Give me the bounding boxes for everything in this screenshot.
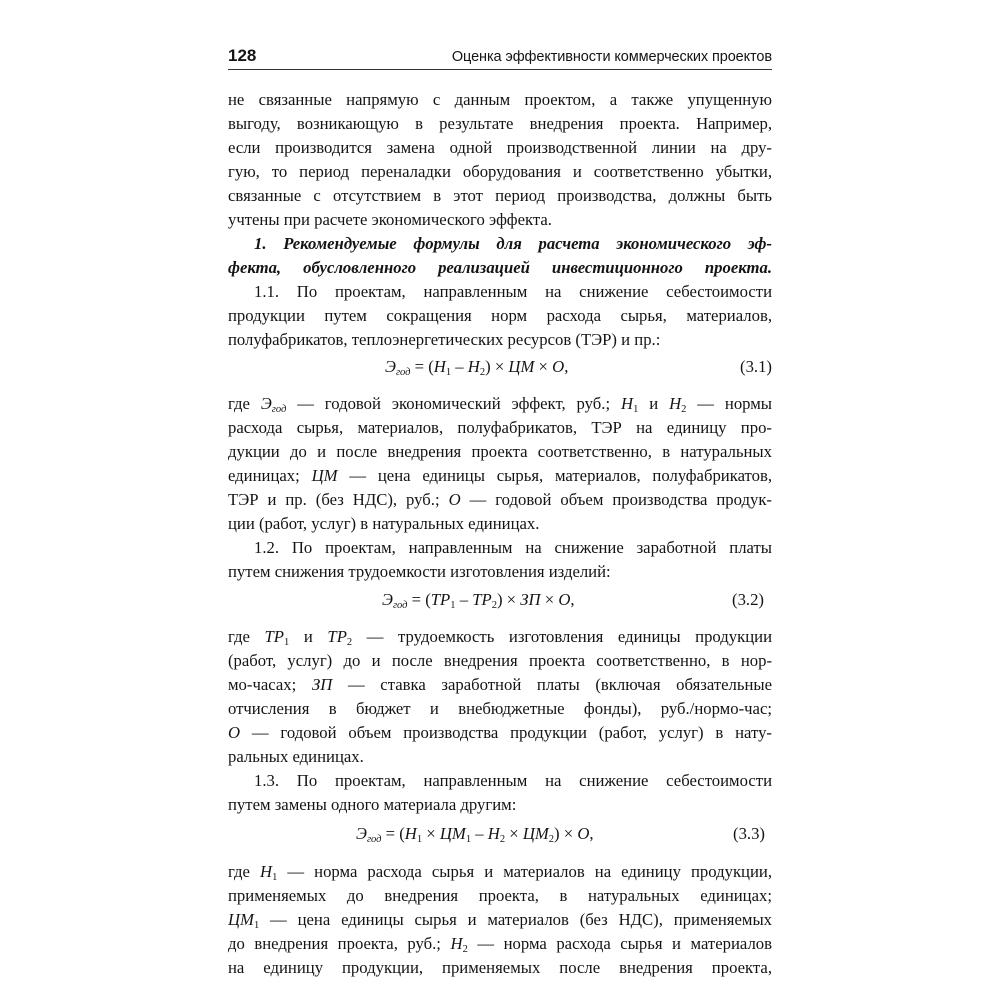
text-line: ТЭР и пр. (без НДС), руб.; О — годовой объем производства продук- bbox=[228, 490, 772, 509]
text-line: где $ТР_1$ и $ТР_2$ — трудоемкость изготовления единицы продукции bbox=[228, 627, 773, 648]
formula-3-3: $Э_{год} = (Н_1 \times ЦМ_1 - Н_2 \times ЦМ_2) \times О$, bbox=[356, 824, 594, 845]
section-heading: фекта, обусловленного реализацией инвестиционного проекта. bbox=[228, 258, 772, 277]
text-line: единицах; ЦМ — цена единицы сырья, материалов, полуфабрикатов, bbox=[228, 466, 773, 485]
equation-number: (3.3) bbox=[733, 824, 765, 843]
section-heading: 1. Рекомендуемые формулы для расчета экономического эф- bbox=[254, 234, 772, 253]
text-line: полуфабрикатов, теплоэнергетических ресурсов (ТЭР) и пр.: bbox=[228, 330, 661, 349]
text-line: не связанные напрямую с данным проектом, а также упущенную bbox=[228, 90, 772, 109]
header-rule bbox=[228, 69, 772, 70]
running-title: Оценка эффективности коммерческих проектов bbox=[451, 49, 772, 65]
text-line: продукции путем сокращения норм расхода сырья, материалов, bbox=[228, 306, 772, 325]
text-line: учтены при расчете экономического эффекта. bbox=[228, 210, 552, 229]
formula-3-1: $Э_{год} = (Н_1 - Н_2)$ × ЦМ × О, bbox=[385, 357, 569, 378]
text-line: путем снижения трудоемкости изготовления изделий: bbox=[228, 562, 611, 581]
text-line: где $Э_{год}$ — годовой экономический эффект, руб.; $Н_1$ и $Н_2$ — нормы bbox=[228, 394, 773, 415]
text-line: гую, то период переналадки оборудования и соответственно убытки, bbox=[228, 162, 772, 181]
text-line: 1.1. По проектам, направленным на снижение себестоимости bbox=[254, 282, 772, 301]
text-line: ральных единицах. bbox=[228, 747, 364, 766]
text-line: $ЦМ_1$ — цена единицы сырья и материалов (без НДС), применяемых bbox=[228, 910, 772, 931]
text-line: выгоду, возникающую в результате внедрения проекта. Например, bbox=[228, 114, 772, 133]
text-line: отчисления в бюджет и внебюджетные фонды), руб./нормо-час; bbox=[228, 699, 772, 718]
text-line: путем замены одного материала другим: bbox=[228, 795, 517, 814]
text-line: 1.2. По проектам, направленным на снижение заработной платы bbox=[254, 538, 772, 557]
equation-number: (3.2) bbox=[732, 590, 764, 609]
text-line: расхода сырья, материалов, полуфабрикатов, ТЭР на единицу про- bbox=[228, 418, 772, 437]
text-line: 1.3. По проектам, направленным на снижение себестоимости bbox=[254, 771, 772, 790]
text-line: О — годовой объем производства продукции (работ, услуг) в нату- bbox=[228, 723, 772, 742]
text-line: если производится замена одной производственной линии на дру- bbox=[228, 138, 772, 157]
text-line: связанные с отсутствием в этот период производства, должны быть bbox=[228, 186, 772, 205]
text-line: где $Н_1$ — норма расхода сырья и материалов на единицу продукции, bbox=[228, 862, 773, 883]
text-line: на единицу продукции, применяемых после внедрения проекта, bbox=[228, 958, 772, 977]
text-line: ции (работ, услуг) в натуральных единицах. bbox=[228, 514, 540, 533]
page-header bbox=[228, 46, 772, 68]
text-line: дукции до и после внедрения проекта соответственно, в натуральных bbox=[228, 442, 772, 461]
text-line: мо-часах; ЗП — ставка заработной платы (включая обязательные bbox=[228, 675, 773, 694]
text-line: применяемых до внедрения проекта, в натуральных единицах; bbox=[228, 886, 772, 905]
equation-number: (3.1) bbox=[740, 357, 772, 376]
page-number: 128 bbox=[228, 46, 257, 65]
text-line: до внедрения проекта, руб.; $Н_2$ — норма расхода сырья и материалов bbox=[228, 934, 773, 955]
formula-3-2: $Э_{год} = (ТР_1 - ТР_2)$ × ЗП × О, bbox=[382, 590, 575, 611]
text-line: (работ, услуг) до и после внедрения проекта соответственно, в нор- bbox=[228, 651, 772, 670]
